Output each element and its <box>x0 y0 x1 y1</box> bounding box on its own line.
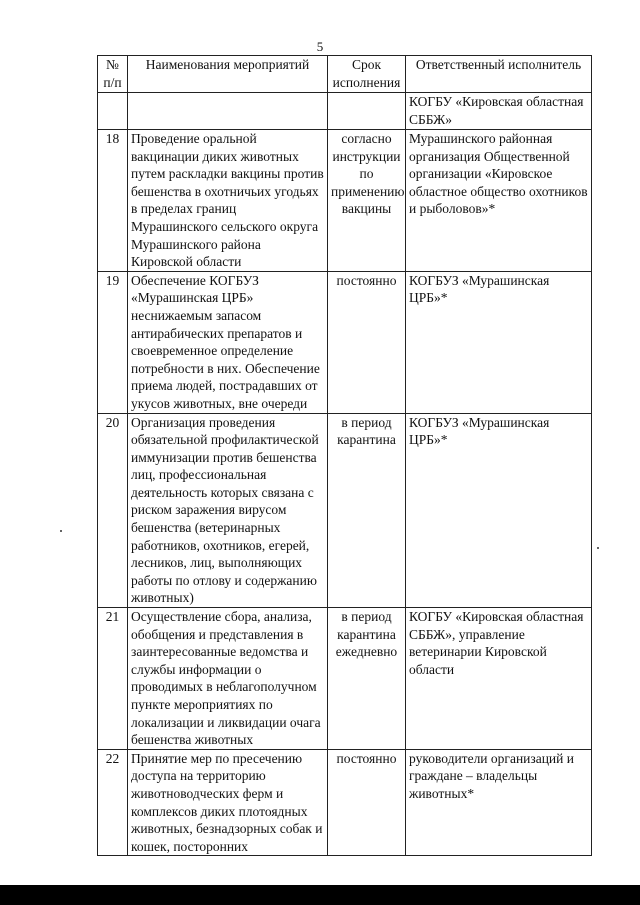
scan-speck <box>597 547 599 549</box>
cell-num: 21 <box>98 608 128 750</box>
cell-term: постоянно <box>328 749 406 856</box>
cell-responsible: КОГБУЗ «Мурашинская ЦРБ»* <box>406 271 592 413</box>
scan-edge-bar <box>0 885 640 905</box>
table-row <box>98 608 592 750</box>
cell-responsible: Мурашинского районная организация Общественной организации «Кировское областное общество охотников и рыболовов»* <box>406 130 592 272</box>
table-row <box>98 413 592 608</box>
scan-speck <box>60 530 62 532</box>
cell-responsible: КОГБУЗ «Мурашинская ЦРБ»* <box>406 413 592 608</box>
header-activity: Наименования мероприятий <box>128 56 328 93</box>
measures-table <box>97 55 592 856</box>
cell-num: 20 <box>98 413 128 608</box>
cell-term: согласно инструкции по применению вакцины <box>328 130 406 272</box>
cell-term: постоянно <box>328 271 406 413</box>
cell-activity <box>128 93 328 130</box>
cell-term: в период карантина ежедневно <box>328 608 406 750</box>
cell-responsible: руководители организаций и граждане – владельцы животных* <box>406 749 592 856</box>
cell-num: 18 <box>98 130 128 272</box>
cell-activity: Осуществление сбора, анализа, обобщения и представления в заинтересованные ведомства и службы информации о проводимых в неблагополучном пункте мероприятиях по локализации и ликвидации очага бешенства животных <box>128 608 328 750</box>
table-header-row <box>98 56 592 93</box>
cell-term: в период карантина <box>328 413 406 608</box>
cell-num <box>98 93 128 130</box>
cell-responsible: КОГБУ «Кировская областная СББЖ», управление ветеринарии Кировской области <box>406 608 592 750</box>
cell-num: 19 <box>98 271 128 413</box>
table-row <box>98 749 592 856</box>
cell-activity: Принятие мер по пресечению доступа на территорию животноводческих ферм и комплексов диких плотоядных животных, безнадзорных собак и кошек, посторонних <box>128 749 328 856</box>
cell-activity: Обеспечение КОГБУЗ «Мурашинская ЦРБ» неснижаемым запасом антирабических препаратов и своевременное определение потребности в них. Обеспечение приема людей, пострадавших от укусов животных, вне очереди <box>128 271 328 413</box>
cell-num: 22 <box>98 749 128 856</box>
header-term: Срок исполнения <box>328 56 406 93</box>
cell-responsible: КОГБУ «Кировская областная СББЖ» <box>406 93 592 130</box>
table-row <box>98 130 592 272</box>
header-responsible: Ответственный исполнитель <box>406 56 592 93</box>
cell-activity: Организация проведения обязательной профилактической иммунизации против бешенства лиц, профессиональная деятельность которых связана с риском заражения вирусом бешенства (ветеринарных работников, охотников, егерей, лесников, лиц, выполняющих работы по отлову и содержанию животных) <box>128 413 328 608</box>
header-num: № п/п <box>98 56 128 93</box>
cell-term <box>328 93 406 130</box>
table-row <box>98 271 592 413</box>
page-number: 5 <box>316 39 324 54</box>
table-row-continuation <box>98 93 592 130</box>
cell-activity: Проведение оральной вакцинации диких животных путем раскладки вакцины против бешенства в охотничьих угодьях в пределах границ Мурашинского сельского округа Мурашинского района Кировской области <box>128 130 328 272</box>
